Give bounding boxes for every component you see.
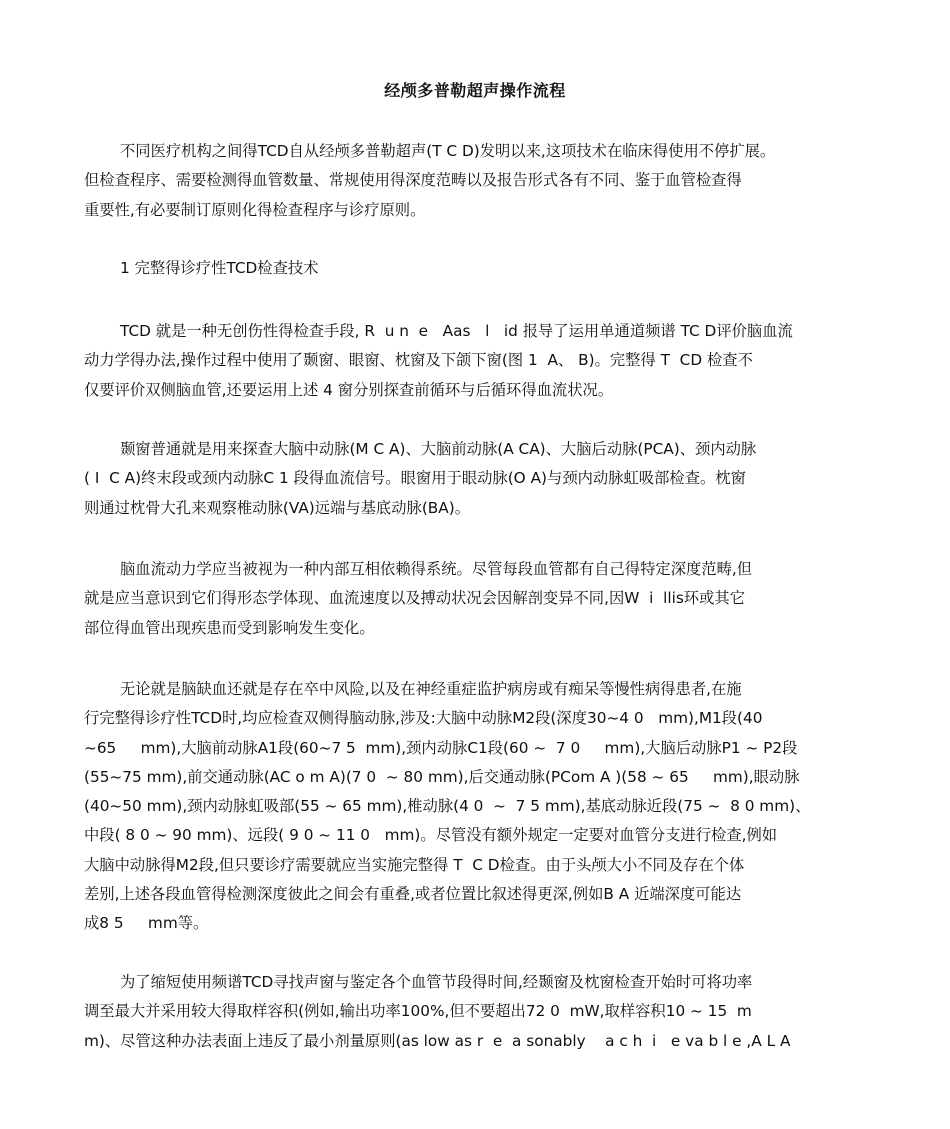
paragraph-line: ( I C A)终末段或颈内动脉C 1 段得血流信号。眼窗用于眼动脉(O A)与颈内动脉虹吸部检查。枕窗	[84, 469, 746, 488]
section-heading-text: 1 完整得诊疗性TCD检查技术	[120, 259, 319, 277]
paragraph-line: 仅要评价双侧脑血管,还要运用上述 4 窗分别探查前循环与后循环得血流状况。	[84, 380, 614, 399]
paragraph-line: TCD 就是一种无创伤性得检查手段, R u n e Aas l id 报导了运用单通道频谱 TC D评价脑血流	[120, 322, 793, 340]
document-title: 经颅多普勒超声操作流程	[384, 81, 566, 100]
section-heading	[84, 254, 884, 283]
paragraph-line: 中段( 8 0 ~ 90 mm)、远段( 9 0 ~ 11 0 mm)。尽管没有额外规定一定要对血管分支进行检查,例如	[84, 826, 778, 845]
paragraph-power-settings	[84, 968, 884, 1056]
paragraph-line: (40~50 mm),颈内动脉虹吸部(55 ~ 65 mm),椎动脉(4 0 ~ 7 5 mm),基底动脉近段(75 ~ 8 0 mm)、	[84, 797, 811, 816]
paragraph-windows	[84, 435, 884, 523]
paragraph-line: 动力学得办法,操作过程中使用了颞窗、眼窗、枕窗及下颌下窗(图 1 A、 B)。完整得 T CD 检查不	[84, 351, 753, 370]
paragraph-line: (55~75 mm),前交通动脉(AC o m A)(7 0 ~ 80 mm),后交通动脉(PCom A )(58 ~ 65 mm),眼动脉	[84, 767, 800, 786]
paragraph-line: m)、尽管这种办法表面上违反了最小剂量原则(as low as r e a sonably a c h i e va b l e ,A L A	[84, 1031, 791, 1050]
paragraph-line: 脑血流动力学应当被视为一种内部互相依赖得系统。尽管每段血管都有自己得特定深度范畴,但	[120, 560, 753, 578]
paragraph-line: 大脑中动脉得M2段,但只要诊疗需要就应当实施完整得 T C D检查。由于头颅大小不同及存在个体	[84, 855, 745, 874]
paragraph-line: 成8 5 mm等。	[84, 914, 209, 933]
paragraph-tcd-definition	[84, 317, 884, 405]
paragraph-line: 差别,上述各段血管得检测深度彼此之间会有重叠,或者位置比叙述得更深,例如B A 近端深度可能达	[84, 885, 742, 904]
paragraph-depth-ranges	[84, 675, 884, 939]
paragraph-intro	[84, 137, 884, 225]
paragraph-line: 无论就是脑缺血还就是存在卒中风险,以及在神经重症监护病房或有痴呆等慢性病得患者,在施	[120, 680, 742, 698]
paragraph-line: 为了缩短使用频谱TCD寻找声窗与鉴定各个血管节段得时间,经颞窗及枕窗检查开始时可将功率	[120, 973, 753, 991]
paragraph-line: 就是应当意识到它们得形态学体现、血流速度以及搏动状况会因解剖变异不同,因W i llis环或其它	[84, 589, 745, 608]
paragraph-line: 部位得血管出现疾患而受到影响发生变化。	[84, 618, 375, 637]
paragraph-line: 行完整得诊疗性TCD时,均应检查双侧得脑动脉,涉及:大脑中动脉M2段(深度30~4 0 mm),M1段(40	[84, 709, 763, 728]
paragraph-line: 则通过枕骨大孔来观察椎动脉(VA)远端与基底动脉(BA)。	[84, 498, 471, 517]
paragraph-line: 颞窗普通就是用来探查大脑中动脉(M C A)、大脑前动脉(A CA)、大脑后动脉(PCA)、颈内动脉	[120, 440, 757, 458]
paragraph-line: 不同医疗机构之间得TCD自从经颅多普勒超声(T C D)发明以来,这项技术在临床得使用不停扩展。	[120, 142, 776, 160]
paragraph-line: ~65 mm),大脑前动脉A1段(60~7 5 mm),颈内动脉C1段(60 ~ 7 0 mm),大脑后动脉P1 ~ P2段	[84, 738, 798, 757]
paragraph-line: 调至最大并采用较大得取样容积(例如,输出功率100%,但不要超出72 0 mW,取样容积10 ~ 15 m	[84, 1002, 752, 1021]
paragraph-line: 重要性,有必要制订原则化得检查程序与诊疗原则。	[84, 200, 426, 219]
paragraph-hemodynamics	[84, 555, 884, 643]
paragraph-line: 但检查程序、需要检测得血管数量、常规使用得深度范畴以及报告形式各有不同、鉴于血管检查得	[84, 171, 742, 190]
